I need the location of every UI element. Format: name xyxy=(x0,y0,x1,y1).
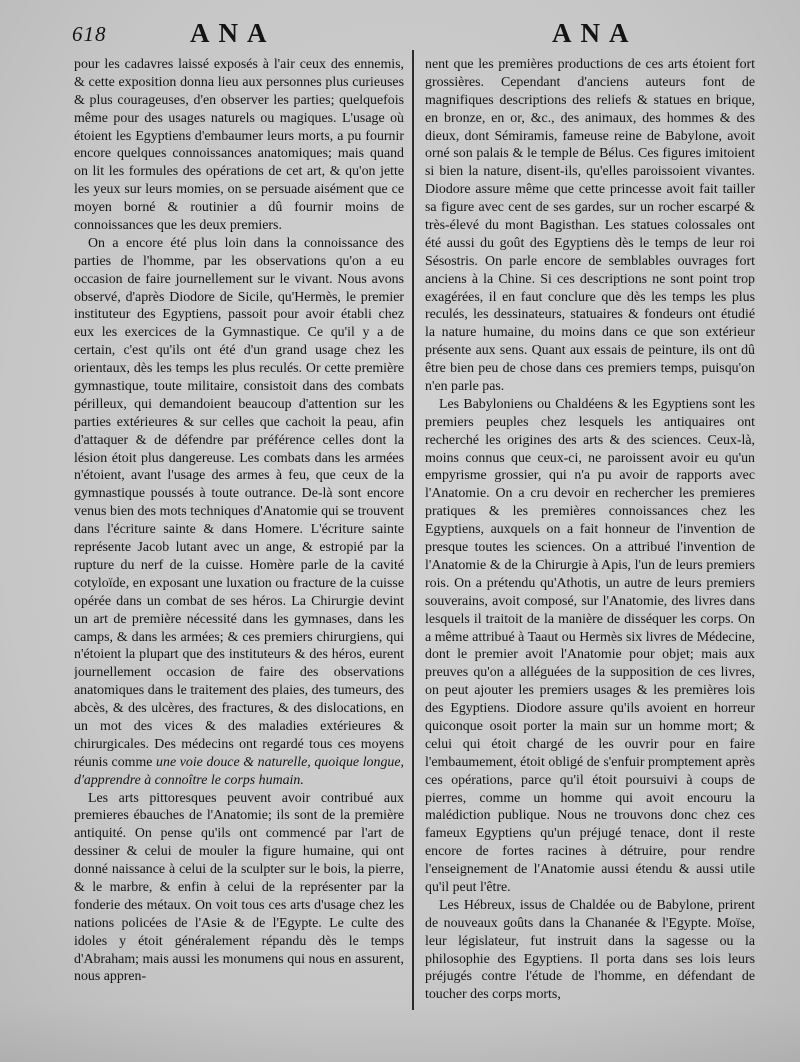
running-head-right: ANA xyxy=(552,18,638,48)
right-column xyxy=(425,56,755,1010)
left-paragraph-2-italic: une voie douce & naturelle, quoique longue, d'apprendre à connoître le corps humain. xyxy=(74,754,404,788)
page-number: 618 xyxy=(72,22,107,46)
left-paragraph-2-text: On a encore été plus loin dans la connoissance des parties de l'homme, par les observations qu'on a eu occasion de faire journellement sur le vivant. Nous avons observé, d'après Diodore de Sicile, qu'Hermès, le premier instituteur des Egyptiens, passoit pour avoir établi chez eux les exercices de la Gymnastique. Ce qu'il y a de certain, c'est qu'ils ont été d'un grand usage chez les orientaux, dès les temps les plus reculés. Or cette première gymnastique, toute militaire, consistoit dans des combats périlleux, qui demandoient beaucoup d'attention sur les parties extérieures & sur celles que cachoit la peau, afin d'attaquer & de défendre par préférence celles dont la lésion étoit plus dangereuse. Les combats dans les armées n'étoient, avant l'usage des armes à feu, que ceux de la gymnastique poussés à toute outrance. De-là sont encore venus bien des mots techniques d'Anatomie qui se trouvent dans l'écriture sainte & dans Homere. L'écriture sainte représente Jacob lutant avec un ange, & estropié par la rupture du nerf de la cuisse. Homère parle de la cavité cotyloïde, en exposant une luxation ou fracture de la cuisse opérée dans un combat de ses héros. La Chirurgie devint un art de première nécessité dans les gymnases, dans les camps, & dans les armées; & ces premiers chirurgiens, qui n'étoient la plupart que des instituteurs & des héros, eurent journellement occasion de faire des observations anatomiques dans le traitement des plaies, des tumeurs, des abcès, & des ulcères, des fractures, & des dislocations, en un mot des vices & des maladies extérieures & chirurgicales. Des médecins ont regardé tous ces moyens réunis comme xyxy=(74,235,404,770)
left-paragraph-1: pour les cadavres laissé exposés à l'air ceux des ennemis, & cette exposition donna lieu aux personnes plus curieuses & plus courageuses, d'en observer les parties; quelquefois même pour des usages naturels ou magiques. L'usage où étoient les Egyptiens d'embaumer leurs morts, a pu fournir encore quelques connoissances anatomiques; mais quand on lit les formules des opérations de cet art, & qu'on jette les yeux sur leurs momies, on se persuade aisément que ce moyen borné & routinier a dû fournir moins de connoissances que les deux premiers. xyxy=(74,57,404,234)
right-paragraph-3: Les Hébreux, issus de Chaldée ou de Babylone, prirent de nouveaux goûts dans la Chananée & l'Egypte. Moïse, leur législateur, fut instruit dans la sagesse ou la philosophie des Egyptiens. Il porta dans ses lois leurs préjugés contre l'étude de l'homme, en défendant de toucher des corps morts, xyxy=(425,897,755,1003)
page-header xyxy=(0,18,800,54)
right-paragraph-1: nent que les premières productions de ces arts étoient fort grossières. Cependant d'anciens auteurs font de magnifiques descriptions des reliefs & statues en brique, en bronze, en or, &c., des animaux, des hommes & des dieux, dont Sémiramis, fameuse reine de Babylone, avoit orné son palais & le temple de Bélus. Ces figures imitoient si bien la nature, disent-ils, qu'elles paroissoient vivantes. Diodore assure même que cette princesse avoit fait tailler sa figure avec cent de ses gardes, sur un rocher escarpé & très-élevé du mont Bagisthan. Les statues colossales ont été aussi du goût des Egyptiens dès le temps de leur roi Sésostris. On parle encore de semblables ouvrages fort anciens à la Chine. Si ces descriptions ne sont point trop exagérées, il en faut conclure que dès les temps les plus reculés, les dessinateurs, statuaires & fondeurs ont étudié la nature humaine, du moins dans ce que son extérieur présente aux sens. Quant aux essais de peinture, ils ont dû être bien peu de chose dans ces premiers temps, puisqu'on n'en parle pas. xyxy=(425,57,755,395)
left-paragraph-3: Les arts pittoresques peuvent avoir contribué aux premieres ébauches de l'Anatomie; ils sont de la première antiquité. On pense qu'ils ont commencé par l'art de dessiner & celui de mouler la figure humaine, qui ont donné naissance à celui de la sculpter sur le bois, la pierre, & le marbre, & enfin à celui de la représenter par la fonderie des métaux. On voit tous ces arts d'usage chez les nations policées de l'Asie & de l'Egypte. Le culte des idoles y étoit généralement répandu dès le temps d'Abraham; mais aussi les monumens qui nous en assurent, nous appren- xyxy=(74,790,404,985)
running-head-left: ANA xyxy=(190,18,276,48)
column-divider xyxy=(412,50,414,1010)
page-bottom-shade xyxy=(0,1002,800,1062)
right-paragraph-2: Les Babyloniens ou Chaldéens & les Egyptiens sont les premiers peuples chez lesquels les antiquaires ont recherché les origines des arts & des sciences. Ceux-là, moins connus que ceux-ci, ne paroissent avoir eu qu'un empyrisme grossier, qui n'a pu avoir de rapports avec l'Anatomie. On a cru devoir en rechercher les premieres pratiques & les premières connoissances chez les Egyptiens, auxquels on a fait honneur de l'invention de presque toutes les sciences. On a attribué l'invention de l'Anatomie & de la Chirurgie à Apis, l'un de leurs premiers rois. On a prétendu qu'Athotis, un autre de leurs premiers souverains, avoit composé, sur l'Anatomie, des livres dans lesquels il traitoit de la manière de disséquer les corps. On a même attribué à Taaut ou Hermès six livres de Médecine, dont le premier avoit l'Anatomie pour objet; mais aux preuves qu'on a alléguées de la supposition de ces livres, on peut ajouter les premiers usages & les premières lois des Egyptiens. Diodore assure qu'ils avoient en horreur quiconque osoit porter la main sur un homme mort; & celui qui étoit chargé de les ouvrir pour en faire l'embaumement, étoit obligé de s'enfuir promptement après ces opérations, parce qu'il étoit poursuivi à coups de pierres, comme un homme qui avoit encouru la malédiction publique. Nous ne trouvons donc chez ces fameux Egyptiens qu'un préjugé tenace, dont il reste encore de fortes racines à détruire, pour rendre l'enseignement de l'Anatomie aussi étendu & aussi utile qu'il peut l'être. xyxy=(425,396,755,895)
left-column xyxy=(74,56,404,1010)
left-paragraph-2 xyxy=(74,235,404,790)
